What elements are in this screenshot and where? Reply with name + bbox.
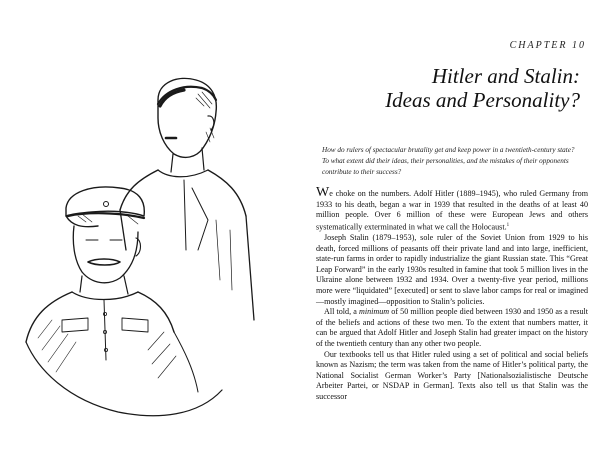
footnote-marker: 1 xyxy=(506,222,510,228)
paragraph-3-pre: All told, a xyxy=(324,307,359,317)
paragraph-3-post: of 50 million people died between 1930 and 1950 as a result of the beliefs and actions of these two men. To the extent that numbers matter, it can be argued that Adolf Hitler and Joseph Stalin had greater impact on the history of the twentieth century than any other two people. xyxy=(316,307,588,348)
body-text xyxy=(316,185,588,403)
paragraph-4: Our textbooks tell us that Hitler ruled using a set of political and social beliefs known as Nazism; the term was taken from the name of Hitler’s political party, the National Socialist German Worker’s Party [Nationalsozialistische Deutsche Arbeiter Partei, or NSDAP in German]. Texts also tell us that Stalin was the successor xyxy=(316,349,588,401)
chapter-title-line2: Ideas and Personality? xyxy=(385,88,580,112)
hitler-stalin-illustration xyxy=(8,20,298,420)
right-page xyxy=(302,0,600,449)
paragraph-2: Joseph Stalin (1879–1953), sole ruler of the Soviet Union from 1929 to his death, forced millions of peasants off their private land and into large, inefficient, state-run farms in order to rapidly industrialize the giant Russian state. This “Great Leap Forward” in the early 1930s resulted in famine that took 5 million lives in the Ukraine alone between 1932 and 1934. Over a twenty-five year period, millions more were “liquidated” [executed] or sent to slave labor camps for real or imagined—mostly imagined—opposition to Stalin’s policies. xyxy=(316,233,588,306)
drop-cap: W xyxy=(316,185,330,200)
chapter-epigraph: How do rulers of spectacular brutality get and keep power in a twentieth-century state? To what extent did their ideas, their personalities, and the mistakes of their opponents contribute to their success? xyxy=(322,146,575,176)
chapter-title-line1: Hitler and Stalin: xyxy=(431,64,580,88)
paragraph-1-text: e choke on the numbers. Adolf Hitler (1889–1945), who ruled Germany from 1933 to his death, began a war in 1939 that resulted in the deaths of at least 40 million people. Over 6 million of these were European Jews and others systematically exterminated in what we call the Holocaust. xyxy=(316,189,588,232)
chapter-title xyxy=(302,64,580,112)
chapter-label: CHAPTER 10 xyxy=(509,40,586,51)
paragraph-3-emphasis: minimum xyxy=(359,307,390,317)
paragraph-1 xyxy=(316,185,588,233)
paragraph-3 xyxy=(316,307,588,349)
